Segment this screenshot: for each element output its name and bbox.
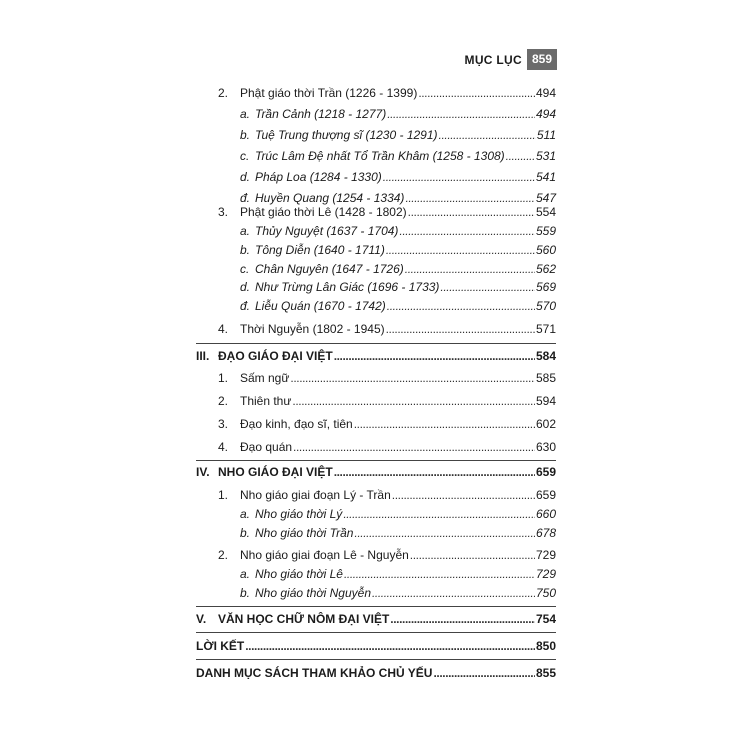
entry-number: 1. bbox=[218, 488, 229, 502]
entry-number: d. bbox=[240, 170, 251, 184]
entry-page: 659 bbox=[535, 488, 556, 502]
entry-title: Nho giáo giai đoạn Lý - Trần bbox=[240, 488, 391, 502]
separator-line bbox=[196, 343, 556, 344]
toc-entry bbox=[240, 128, 556, 143]
leader-dots bbox=[354, 526, 535, 541]
entry-title: Thủy Nguyệt (1637 - 1704) bbox=[255, 224, 399, 238]
entry-title: Nho giáo thời Lê bbox=[255, 567, 343, 581]
leader-dots bbox=[410, 548, 535, 563]
entry-number: đ. bbox=[240, 299, 251, 313]
toc-entry bbox=[218, 86, 556, 101]
toc-entry bbox=[240, 170, 556, 185]
entry-number: a. bbox=[240, 567, 251, 581]
leader-dots bbox=[293, 440, 535, 455]
entry-title: LỜI KẾT bbox=[196, 639, 245, 653]
leader-dots bbox=[292, 394, 535, 409]
toc-entry bbox=[240, 149, 556, 164]
entry-title: NHO GIÁO ĐẠI VIỆT bbox=[218, 465, 333, 479]
leader-dots bbox=[245, 639, 535, 654]
toc-entry bbox=[218, 488, 556, 503]
entry-number: đ. bbox=[240, 191, 251, 205]
running-header bbox=[465, 49, 557, 70]
leader-dots bbox=[408, 205, 535, 220]
leader-dots bbox=[344, 567, 535, 582]
leader-dots bbox=[405, 262, 535, 277]
separator-line bbox=[196, 606, 556, 607]
entry-title: Phật giáo thời Lê (1428 - 1802) bbox=[240, 205, 407, 219]
separator-line bbox=[196, 632, 556, 633]
entry-page: 729 bbox=[535, 567, 556, 581]
entry-number: 3. bbox=[218, 205, 229, 219]
entry-title: Liễu Quán (1670 - 1742) bbox=[255, 299, 386, 313]
entry-title: Trần Cảnh (1218 - 1277) bbox=[255, 107, 387, 121]
leader-dots bbox=[290, 371, 535, 386]
entry-page: 554 bbox=[535, 205, 556, 219]
leader-dots bbox=[334, 465, 535, 480]
toc-entry bbox=[218, 417, 556, 432]
entry-number: a. bbox=[240, 224, 251, 238]
entry-number: c. bbox=[240, 149, 250, 163]
entry-number: a. bbox=[240, 507, 251, 521]
entry-number: 3. bbox=[218, 417, 229, 431]
entry-title: Chân Nguyên (1647 - 1726) bbox=[255, 262, 404, 276]
toc-entry bbox=[218, 548, 556, 563]
toc-entry bbox=[218, 322, 556, 337]
entry-number: a. bbox=[240, 107, 251, 121]
toc-chapter bbox=[196, 639, 556, 654]
entry-title: Đạo quán bbox=[240, 440, 293, 454]
entry-title: Thời Nguyễn (1802 - 1945) bbox=[240, 322, 385, 336]
entry-page: 660 bbox=[535, 507, 556, 521]
entry-title: Sấm ngữ bbox=[240, 371, 290, 385]
entry-page: 562 bbox=[535, 262, 556, 276]
leader-dots bbox=[383, 170, 535, 185]
entry-number: 2. bbox=[218, 548, 229, 562]
entry-page: 560 bbox=[535, 243, 556, 257]
separator-line bbox=[196, 659, 556, 660]
entry-page: 585 bbox=[535, 371, 556, 385]
entry-number: V. bbox=[196, 612, 207, 626]
leader-dots bbox=[354, 417, 535, 432]
toc-entry bbox=[218, 440, 556, 455]
header-page-number: 859 bbox=[527, 49, 557, 70]
entry-title: Trúc Lâm Đệ nhất Tổ Trần Khâm (1258 - 1308) bbox=[255, 149, 505, 163]
entry-page: 541 bbox=[535, 170, 556, 184]
toc-entry bbox=[240, 243, 556, 258]
entry-title: Tông Diễn (1640 - 1711) bbox=[255, 243, 385, 257]
entry-number: IV. bbox=[196, 465, 210, 479]
entry-page: 630 bbox=[535, 440, 556, 454]
entry-title: Huyền Quang (1254 - 1334) bbox=[255, 191, 405, 205]
entry-page: 855 bbox=[535, 666, 556, 680]
toc-chapter bbox=[196, 612, 556, 627]
leader-dots bbox=[372, 586, 535, 601]
entry-page: 754 bbox=[535, 612, 556, 626]
leader-dots bbox=[405, 191, 535, 206]
toc-entry bbox=[240, 299, 556, 314]
entry-page: 531 bbox=[535, 149, 556, 163]
toc-entry bbox=[240, 526, 556, 541]
entry-number: b. bbox=[240, 128, 251, 142]
toc-entry bbox=[218, 205, 556, 220]
entry-page: 729 bbox=[535, 548, 556, 562]
entry-title: Nho giáo thời Lý bbox=[255, 507, 343, 521]
entry-number: 1. bbox=[218, 371, 229, 385]
entry-page: 594 bbox=[535, 394, 556, 408]
entry-page: 584 bbox=[535, 349, 556, 363]
entry-page: 570 bbox=[535, 299, 556, 313]
entry-title: Phật giáo thời Trần (1226 - 1399) bbox=[240, 86, 418, 100]
toc-entry bbox=[218, 394, 556, 409]
entry-title: VĂN HỌC CHỮ NÔM ĐẠI VIỆT bbox=[218, 612, 390, 626]
leader-dots bbox=[433, 666, 535, 681]
leader-dots bbox=[387, 299, 535, 314]
entry-number: 2. bbox=[218, 86, 229, 100]
entry-page: 494 bbox=[535, 86, 556, 100]
toc-entry bbox=[240, 262, 556, 277]
entry-page: 494 bbox=[535, 107, 556, 121]
entry-page: 511 bbox=[536, 128, 556, 142]
entry-title: Thiên thư bbox=[240, 394, 292, 408]
toc-chapter bbox=[196, 465, 556, 480]
entry-number: c. bbox=[240, 262, 250, 276]
toc-entry bbox=[240, 280, 556, 295]
entry-page: 571 bbox=[535, 322, 556, 336]
entry-title: Nho giáo giai đoạn Lê - Nguyễn bbox=[240, 548, 409, 562]
entry-title: Đạo kinh, đạo sĩ, tiên bbox=[240, 417, 353, 431]
entry-page: 569 bbox=[535, 280, 556, 294]
entry-page: 750 bbox=[535, 586, 556, 600]
entry-number: 4. bbox=[218, 440, 229, 454]
entry-page: 559 bbox=[535, 224, 556, 238]
leader-dots bbox=[439, 128, 536, 143]
entry-title: DANH MỤC SÁCH THAM KHẢO CHỦ YẾU bbox=[196, 666, 433, 680]
leader-dots bbox=[390, 612, 535, 627]
entry-number: b. bbox=[240, 526, 251, 540]
entry-title: ĐẠO GIÁO ĐẠI VIỆT bbox=[218, 349, 333, 363]
entry-number: 4. bbox=[218, 322, 229, 336]
entry-page: 602 bbox=[535, 417, 556, 431]
toc-entry bbox=[240, 507, 556, 522]
entry-title: Nho giáo thời Trần bbox=[255, 526, 354, 540]
toc-entry bbox=[218, 371, 556, 386]
leader-dots bbox=[386, 243, 535, 258]
toc-entry bbox=[240, 567, 556, 582]
entry-page: 547 bbox=[535, 191, 556, 205]
leader-dots bbox=[392, 488, 535, 503]
entry-title: Pháp Loa (1284 - 1330) bbox=[255, 170, 382, 184]
entry-number: d. bbox=[240, 280, 251, 294]
entry-number: b. bbox=[240, 243, 251, 257]
toc-entry bbox=[240, 224, 556, 239]
entry-title: Tuệ Trung thượng sĩ (1230 - 1291) bbox=[255, 128, 438, 142]
leader-dots bbox=[387, 107, 535, 122]
entry-page: 850 bbox=[535, 639, 556, 653]
entry-number: 2. bbox=[218, 394, 229, 408]
entry-number: III. bbox=[196, 349, 210, 363]
header-title: MỤC LỤC bbox=[464, 52, 522, 67]
leader-dots bbox=[343, 507, 535, 522]
entry-title: Nho giáo thời Nguyễn bbox=[255, 586, 371, 600]
toc-chapter bbox=[196, 666, 556, 681]
entry-number: b. bbox=[240, 586, 251, 600]
entry-title: Như Trừng Lân Giác (1696 - 1733) bbox=[255, 280, 440, 294]
toc-entry bbox=[240, 191, 556, 206]
leader-dots bbox=[440, 280, 535, 295]
toc-entry bbox=[240, 586, 556, 601]
leader-dots bbox=[418, 86, 535, 101]
leader-dots bbox=[334, 349, 535, 364]
toc-entry bbox=[240, 107, 556, 122]
leader-dots bbox=[506, 149, 535, 164]
leader-dots bbox=[386, 322, 535, 337]
leader-dots bbox=[399, 224, 535, 239]
separator-line bbox=[196, 460, 556, 461]
entry-page: 659 bbox=[535, 465, 556, 479]
toc-chapter bbox=[196, 349, 556, 364]
entry-page: 678 bbox=[535, 526, 556, 540]
